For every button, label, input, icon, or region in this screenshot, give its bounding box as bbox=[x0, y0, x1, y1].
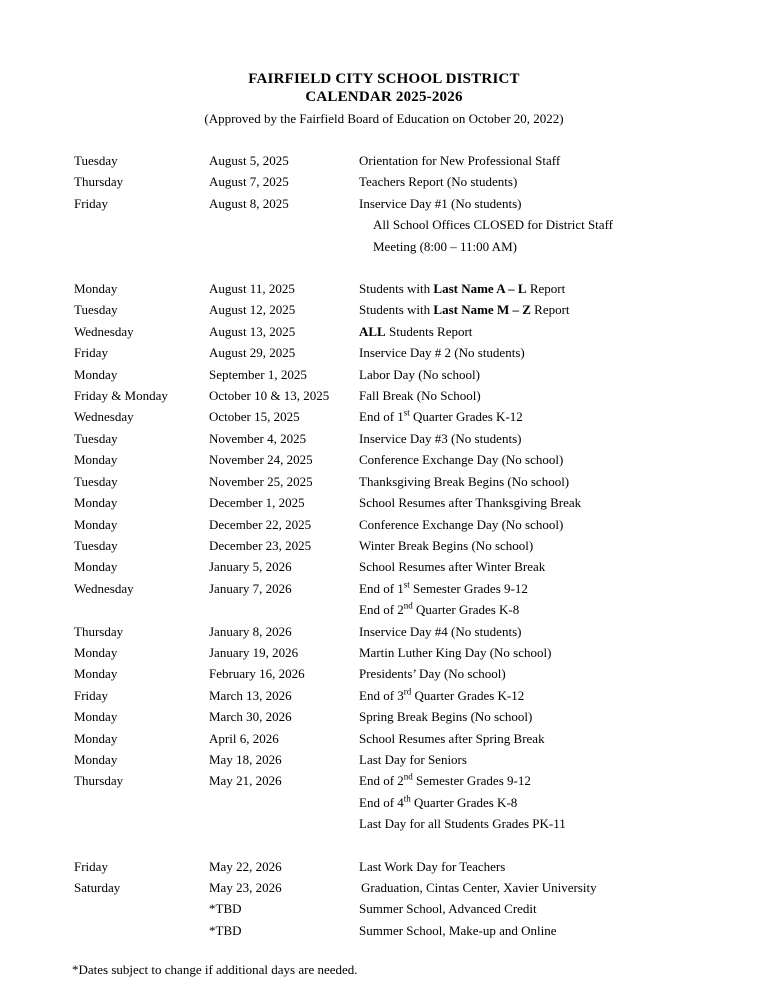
calendar-row bbox=[74, 728, 728, 749]
event-description bbox=[359, 385, 728, 406]
text-run: End of 4 bbox=[359, 794, 404, 810]
calendar-row bbox=[74, 364, 728, 385]
district-title: FAIRFIELD CITY SCHOOL DISTRICT bbox=[248, 71, 520, 87]
event-description-line: Martin Luther King Day (No school) bbox=[359, 644, 552, 660]
event-date: August 8, 2025 bbox=[209, 195, 289, 211]
day-of-week: Tuesday bbox=[74, 473, 118, 489]
event-date: February 16, 2026 bbox=[209, 666, 305, 682]
event-description-line: Thanksgiving Break Begins (No school) bbox=[359, 473, 570, 489]
day-of-week: Monday bbox=[74, 644, 118, 660]
event-description-line: Orientation for New Professional Staff bbox=[359, 153, 561, 168]
day-of-week: Friday & Monday bbox=[74, 388, 168, 404]
text-run: Quarter Grades K-12 bbox=[409, 409, 523, 425]
event-description-line bbox=[359, 321, 728, 342]
document-header bbox=[0, 0, 768, 128]
event-date: December 22, 2025 bbox=[209, 516, 312, 532]
calendar-row bbox=[74, 321, 728, 342]
calendar-row bbox=[74, 514, 728, 535]
event-description-line: School Resumes after Spring Break bbox=[359, 730, 545, 746]
calendar-row bbox=[74, 171, 728, 192]
event-date: November 25, 2025 bbox=[209, 473, 313, 489]
day-of-week: Monday bbox=[74, 751, 118, 767]
text-run: End of 1 bbox=[359, 409, 404, 425]
event-description bbox=[359, 471, 728, 492]
event-date: December 1, 2025 bbox=[209, 495, 305, 511]
day-of-week: Wednesday bbox=[74, 580, 134, 596]
event-description-line bbox=[359, 599, 728, 620]
event-description-line: Presidents’ Day (No school) bbox=[359, 666, 506, 682]
calendar-row bbox=[74, 856, 728, 877]
event-date: December 23, 2025 bbox=[209, 537, 312, 553]
ordinal-suffix: st bbox=[403, 408, 410, 419]
text-run: Students with bbox=[359, 281, 434, 297]
event-date: November 4, 2025 bbox=[209, 430, 307, 446]
text-run: End of 1 bbox=[359, 580, 404, 596]
event-description-line bbox=[359, 792, 728, 813]
day-of-week: Friday bbox=[74, 195, 108, 211]
event-description bbox=[359, 321, 728, 342]
calendar-row bbox=[74, 877, 728, 898]
event-date: August 5, 2025 bbox=[209, 153, 289, 168]
calendar-row bbox=[74, 749, 728, 770]
day-of-week: Monday bbox=[74, 730, 118, 746]
event-description bbox=[359, 770, 728, 834]
footnote: *Dates subject to change if additional days are needed. bbox=[72, 962, 358, 978]
emphasis-text: ALL bbox=[359, 323, 386, 339]
text-run: End of 3 bbox=[359, 687, 404, 703]
calendar-row bbox=[74, 535, 728, 556]
calendar-row bbox=[74, 193, 728, 257]
day-of-week: Wednesday bbox=[74, 323, 134, 339]
event-description bbox=[359, 621, 728, 642]
event-date: April 6, 2026 bbox=[209, 730, 279, 746]
event-description-line: Meeting (8:00 – 11:00 AM) bbox=[373, 238, 517, 254]
event-description-line: Graduation, Cintas Center, Xavier University bbox=[361, 880, 597, 895]
day-of-week: Monday bbox=[74, 516, 118, 532]
day-of-week: Tuesday bbox=[74, 153, 118, 168]
event-description bbox=[359, 856, 728, 877]
calendar-row bbox=[74, 642, 728, 663]
event-description bbox=[359, 278, 728, 299]
event-description-line: Inservice Day #4 (No students) bbox=[359, 623, 522, 639]
text-run: Quarter Grades K-8 bbox=[412, 602, 520, 618]
approval-subtitle: (Approved by the Fairfield Board of Education on October 20, 2022) bbox=[204, 111, 564, 126]
day-of-week: Monday bbox=[74, 366, 118, 382]
event-description-line: Summer School, Advanced Credit bbox=[359, 901, 537, 917]
day-of-week: Monday bbox=[74, 559, 118, 575]
event-date: May 22, 2026 bbox=[209, 858, 282, 874]
event-description-line: Winter Break Begins (No school) bbox=[359, 537, 534, 553]
day-of-week: Monday bbox=[74, 709, 118, 725]
emphasis-text: Last Name M – Z bbox=[433, 302, 531, 318]
event-description bbox=[359, 514, 728, 535]
text-run: Report bbox=[526, 281, 566, 297]
calendar-row bbox=[74, 278, 728, 299]
day-of-week: Friday bbox=[74, 858, 108, 874]
event-description bbox=[359, 642, 728, 663]
event-description bbox=[359, 706, 728, 727]
event-description-line: Conference Exchange Day (No school) bbox=[359, 452, 564, 468]
event-description bbox=[359, 150, 728, 171]
calendar-row bbox=[74, 471, 728, 492]
ordinal-suffix: th bbox=[403, 793, 411, 804]
event-description bbox=[359, 685, 728, 706]
calendar-row bbox=[74, 770, 728, 834]
event-date: October 15, 2025 bbox=[209, 409, 300, 425]
calendar-row bbox=[74, 428, 728, 449]
text-run: Students Report bbox=[385, 323, 473, 339]
text-run: Report bbox=[530, 302, 570, 318]
event-date: *TBD bbox=[209, 901, 242, 917]
event-description-line: Teachers Report (No students) bbox=[359, 174, 518, 190]
event-description bbox=[359, 728, 728, 749]
event-description-line: Inservice Day #3 (No students) bbox=[359, 430, 522, 446]
text-run: End of 2 bbox=[359, 602, 404, 618]
event-description bbox=[359, 877, 728, 898]
event-date: August 12, 2025 bbox=[209, 302, 296, 318]
event-date: *TBD bbox=[209, 922, 242, 938]
day-of-week: Thursday bbox=[74, 174, 124, 190]
calendar-row bbox=[74, 342, 728, 363]
ordinal-suffix: nd bbox=[403, 600, 413, 611]
event-description-line: Last Work Day for Teachers bbox=[359, 858, 506, 874]
ordinal-suffix: st bbox=[403, 579, 410, 590]
event-description-line: Conference Exchange Day (No school) bbox=[359, 516, 564, 532]
text-run: Students with bbox=[359, 302, 434, 318]
calendar-row bbox=[74, 898, 728, 919]
event-date: November 24, 2025 bbox=[209, 452, 313, 468]
day-of-week: Thursday bbox=[74, 623, 124, 639]
calendar-row bbox=[74, 578, 728, 621]
event-description-line: Summer School, Make-up and Online bbox=[359, 922, 557, 938]
text-run: Semester Grades 9-12 bbox=[412, 773, 531, 789]
emphasis-text: Last Name A – L bbox=[433, 281, 527, 297]
day-of-week: Monday bbox=[74, 452, 118, 468]
event-description bbox=[359, 299, 728, 320]
day-of-week: Friday bbox=[74, 687, 108, 703]
event-date: January 8, 2026 bbox=[209, 623, 292, 639]
text-run: Quarter Grades K-12 bbox=[411, 687, 525, 703]
day-of-week: Wednesday bbox=[74, 409, 134, 425]
event-description bbox=[359, 171, 728, 192]
event-description bbox=[359, 663, 728, 684]
event-description bbox=[359, 492, 728, 513]
event-description bbox=[359, 193, 728, 257]
day-of-week: Tuesday bbox=[74, 430, 118, 446]
event-description-line bbox=[359, 770, 728, 791]
calendar-row bbox=[74, 406, 728, 427]
calendar-row bbox=[74, 621, 728, 642]
day-of-week: Monday bbox=[74, 495, 118, 511]
event-description-line: School Resumes after Winter Break bbox=[359, 559, 546, 575]
calendar-row bbox=[74, 685, 728, 706]
day-of-week: Saturday bbox=[74, 880, 121, 895]
event-description-line bbox=[359, 278, 728, 299]
event-date: May 23, 2026 bbox=[209, 880, 282, 895]
event-description-line bbox=[359, 578, 728, 599]
event-date: March 13, 2026 bbox=[209, 687, 292, 703]
calendar-row bbox=[74, 150, 728, 171]
event-description-line: Fall Break (No School) bbox=[359, 388, 481, 404]
event-date: August 7, 2025 bbox=[209, 174, 289, 190]
event-date: January 5, 2026 bbox=[209, 559, 292, 575]
calendar-row bbox=[74, 706, 728, 727]
event-date: May 18, 2026 bbox=[209, 751, 282, 767]
text-run: End of 2 bbox=[359, 773, 404, 789]
event-description bbox=[359, 449, 728, 470]
event-description-line: Labor Day (No school) bbox=[359, 366, 480, 382]
event-description-line: Inservice Day # 2 (No students) bbox=[359, 345, 525, 361]
event-description bbox=[359, 364, 728, 385]
calendar-row bbox=[74, 663, 728, 684]
event-description-line: School Resumes after Thanksgiving Break bbox=[359, 495, 582, 511]
event-description bbox=[359, 428, 728, 449]
event-description bbox=[359, 578, 728, 621]
event-description bbox=[359, 556, 728, 577]
text-run: Quarter Grades K-8 bbox=[410, 794, 518, 810]
event-date: January 19, 2026 bbox=[209, 644, 299, 660]
event-date: August 11, 2025 bbox=[209, 281, 295, 297]
event-date: October 10 & 13, 2025 bbox=[209, 388, 330, 404]
event-date: May 21, 2026 bbox=[209, 773, 282, 789]
ordinal-suffix: rd bbox=[403, 686, 412, 697]
event-description bbox=[359, 920, 728, 941]
day-of-week: Tuesday bbox=[74, 537, 118, 553]
event-description-line: Inservice Day #1 (No students) bbox=[359, 195, 522, 211]
day-of-week: Thursday bbox=[74, 773, 124, 789]
calendar-row bbox=[74, 299, 728, 320]
event-date: January 7, 2026 bbox=[209, 580, 292, 596]
event-description bbox=[359, 898, 728, 919]
ordinal-suffix: nd bbox=[403, 772, 413, 783]
calendar-row bbox=[74, 385, 728, 406]
event-description-line: Last Day for all Students Grades PK-11 bbox=[359, 816, 566, 832]
event-description bbox=[359, 342, 728, 363]
event-description bbox=[359, 749, 728, 770]
day-of-week: Tuesday bbox=[74, 302, 118, 318]
event-date: August 29, 2025 bbox=[209, 345, 296, 361]
event-description-line: All School Offices CLOSED for District Staff bbox=[373, 217, 613, 233]
calendar-row bbox=[74, 920, 728, 941]
calendar-row bbox=[74, 556, 728, 577]
event-date: September 1, 2025 bbox=[209, 366, 307, 382]
event-date: March 30, 2026 bbox=[209, 709, 292, 725]
day-of-week: Friday bbox=[74, 345, 108, 361]
calendar-entry-list bbox=[0, 150, 768, 941]
day-of-week: Monday bbox=[74, 281, 118, 297]
event-description bbox=[359, 406, 728, 427]
calendar-year-title: CALENDAR 2025-2026 bbox=[305, 89, 463, 105]
event-description-line: Spring Break Begins (No school) bbox=[359, 709, 533, 725]
calendar-row bbox=[74, 449, 728, 470]
text-run: Semester Grades 9-12 bbox=[409, 580, 528, 596]
event-description-line bbox=[359, 685, 728, 706]
event-description bbox=[359, 535, 728, 556]
event-description-line bbox=[359, 299, 728, 320]
event-date: August 13, 2025 bbox=[209, 323, 296, 339]
event-description-line bbox=[359, 406, 728, 427]
event-description-line: Last Day for Seniors bbox=[359, 751, 467, 767]
calendar-row bbox=[74, 492, 728, 513]
day-of-week: Monday bbox=[74, 666, 118, 682]
